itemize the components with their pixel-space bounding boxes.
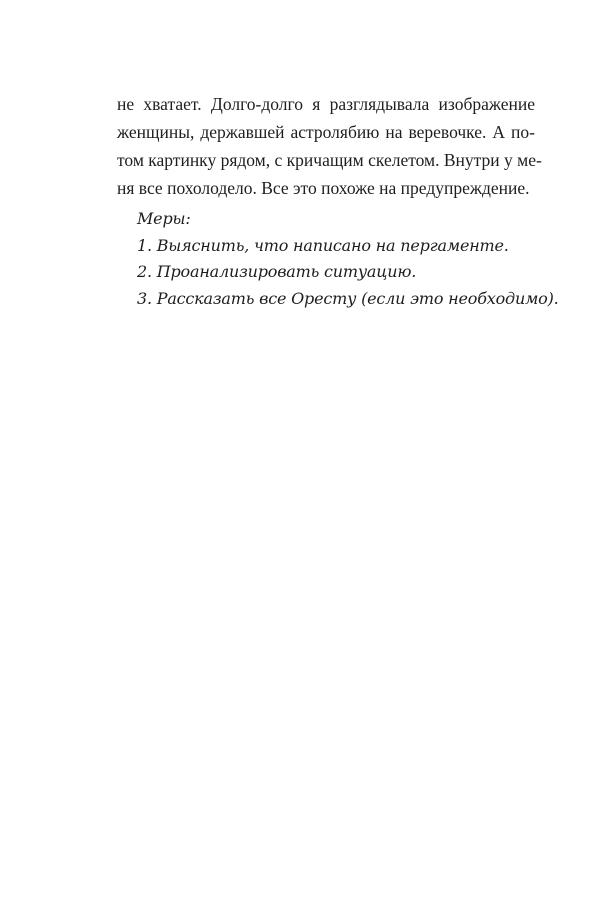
- notes-item: 2. Проанализировать ситуацию.: [137, 262, 417, 281]
- notes-item: 1. Выяснить, что написано на пергаменте.: [137, 235, 509, 255]
- handwritten-notes: [137, 206, 559, 312]
- notes-item: 3. Рассказать все Оресту (если это необходимо).: [137, 288, 559, 308]
- paragraph-line: том картинку рядом, с кричащим скелетом. Внутри у ме-: [117, 150, 542, 170]
- paragraph-line: ня все похолодело. Все это похоже на предупреждение.: [117, 178, 530, 198]
- paragraph-line: женщины, державшей астролябию на веревочке. А по-: [117, 122, 535, 142]
- notes-heading: Меры:: [137, 209, 191, 228]
- body-paragraph: [117, 90, 542, 202]
- paragraph-line: не хватает. Долго-долго я разглядывала изображение: [117, 94, 535, 114]
